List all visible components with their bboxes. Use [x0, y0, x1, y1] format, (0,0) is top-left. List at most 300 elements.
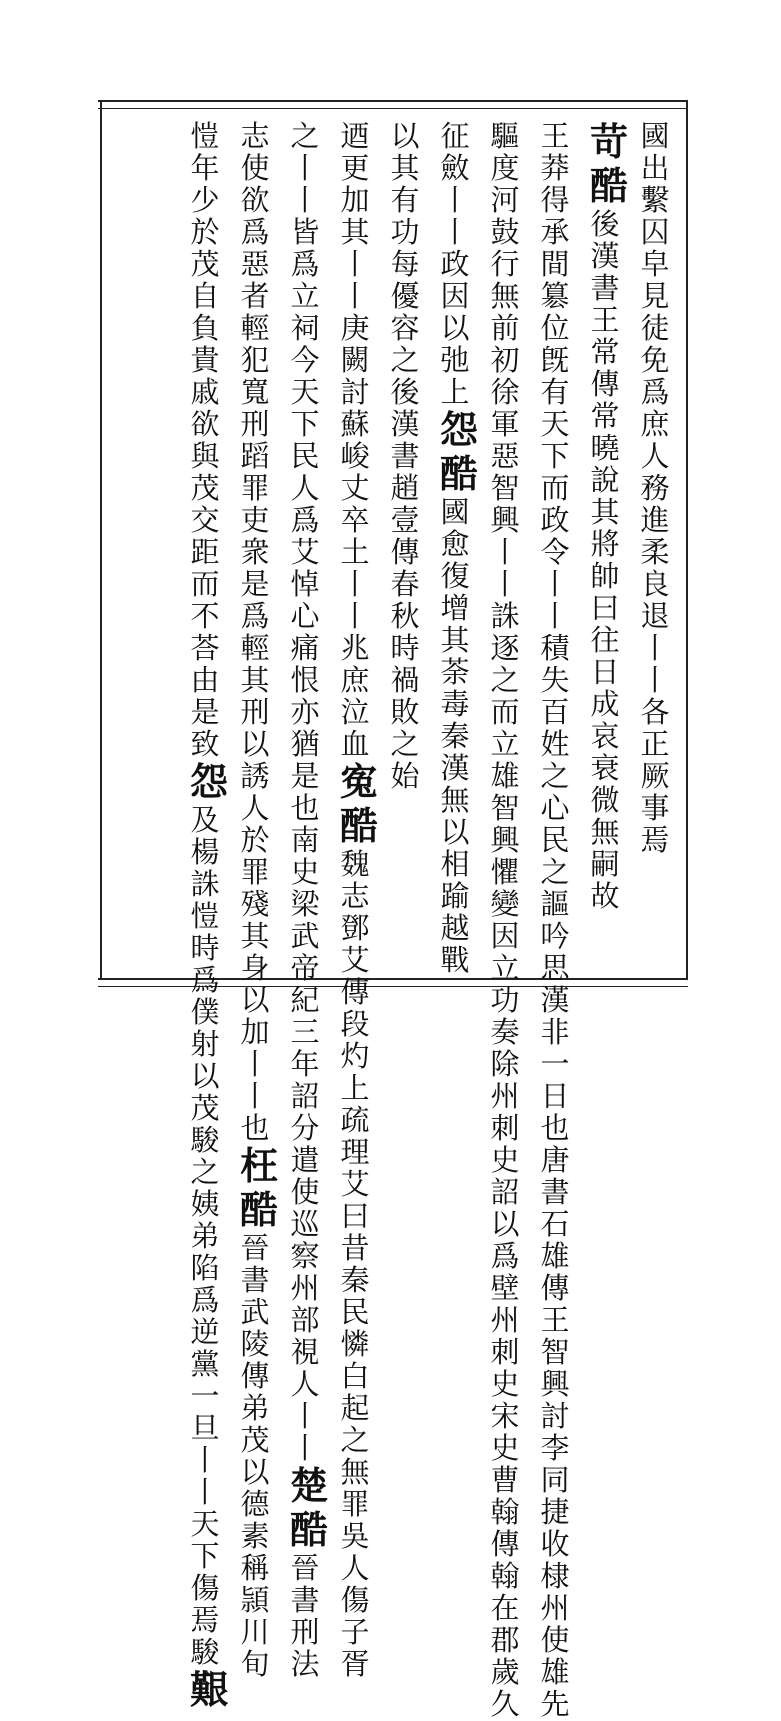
glyph: 苛 — [590, 119, 629, 164]
glyph: 焉 — [640, 823, 670, 857]
glyph: 艾 — [340, 1167, 370, 1201]
glyph: 政 — [540, 503, 570, 537]
glyph: 蘇 — [340, 407, 370, 441]
glyph: 旣 — [540, 343, 570, 377]
glyph: 歲 — [490, 1655, 520, 1689]
glyph: 南 — [290, 823, 320, 857]
glyph: 增 — [440, 591, 470, 625]
glyph: 酷 — [340, 803, 379, 848]
glyph: 刺 — [490, 1335, 520, 1369]
glyph: 者 — [240, 279, 270, 313]
glyph: 天 — [290, 375, 320, 409]
glyph: 荼 — [440, 655, 470, 689]
glyph: 愷 — [190, 899, 220, 933]
glyph: 更 — [340, 151, 370, 185]
glyph: 書 — [240, 1263, 270, 1297]
glyph: 逐 — [490, 631, 520, 665]
glyph: 怨 — [440, 407, 479, 452]
glyph: 度 — [490, 151, 520, 185]
glyph: 闕 — [340, 343, 370, 377]
glyph: 曹 — [490, 1463, 520, 1497]
glyph: 今 — [290, 343, 320, 377]
glyph: 趙 — [390, 471, 420, 505]
glyph: 丨 — [290, 183, 320, 217]
glyph: 書 — [290, 1583, 320, 1617]
glyph: 是 — [240, 567, 270, 601]
glyph: 交 — [190, 503, 220, 537]
glyph: 稱 — [240, 1551, 270, 1585]
glyph: 久 — [490, 1687, 520, 1721]
glyph: 皆 — [290, 215, 320, 249]
glyph: 段 — [340, 1007, 370, 1041]
glyph: 史 — [490, 1367, 520, 1401]
glyph: 春 — [390, 567, 420, 601]
glyph: 三 — [290, 1015, 320, 1049]
glyph: 寬 — [240, 375, 270, 409]
glyph: 爲 — [190, 963, 220, 997]
glyph: 政 — [440, 247, 470, 281]
glyph: 祠 — [290, 311, 320, 345]
text-column — [240, 119, 279, 1681]
glyph: 僕 — [190, 995, 220, 1029]
glyph: 分 — [290, 1111, 320, 1145]
glyph: 軍 — [490, 407, 520, 441]
glyph: 傳 — [540, 1271, 570, 1305]
glyph: 微 — [590, 783, 620, 817]
glyph: 正 — [640, 727, 670, 761]
glyph: 其 — [390, 151, 420, 185]
glyph: 旬 — [240, 1647, 270, 1681]
glyph: 射 — [190, 1027, 220, 1061]
glyph: 上 — [340, 1071, 370, 1105]
glyph: 常 — [590, 399, 620, 433]
glyph: 兆 — [340, 631, 370, 665]
glyph: 犯 — [240, 343, 270, 377]
top-rule-inner — [98, 108, 688, 109]
glyph: 酷 — [440, 451, 479, 496]
glyph: 以 — [440, 311, 470, 345]
glyph: 罪 — [340, 1487, 370, 1521]
glyph: 書 — [590, 271, 620, 305]
glyph: 遣 — [290, 1143, 320, 1177]
glyph: 戚 — [190, 375, 220, 409]
glyph: 以 — [240, 983, 270, 1017]
glyph: 李 — [540, 1431, 570, 1465]
glyph: 驅 — [490, 119, 520, 153]
glyph: 行 — [490, 247, 520, 281]
glyph: 與 — [190, 439, 220, 473]
glyph: 使 — [540, 1623, 570, 1657]
glyph: 奏 — [490, 1015, 520, 1049]
text-column — [190, 119, 229, 1712]
glyph: 州 — [490, 1079, 520, 1113]
glyph: 書 — [540, 1175, 570, 1209]
glyph: 在 — [490, 1591, 520, 1625]
glyph: 詔 — [290, 1079, 320, 1113]
glyph: 少 — [190, 183, 220, 217]
glyph: 積 — [540, 631, 570, 665]
glyph: 容 — [390, 311, 420, 345]
glyph: 猶 — [290, 727, 320, 761]
glyph: 艾 — [290, 535, 320, 569]
glyph: 自 — [190, 279, 220, 313]
glyph: 務 — [640, 471, 670, 505]
glyph: 始 — [390, 759, 420, 793]
glyph: 庶 — [340, 663, 370, 697]
glyph: 雄 — [540, 1655, 570, 1689]
glyph: 人 — [290, 471, 320, 505]
glyph: 茂 — [190, 247, 220, 281]
glyph: 越 — [440, 911, 470, 945]
glyph: 而 — [540, 471, 570, 505]
glyph: 是 — [290, 759, 320, 793]
glyph: 爲 — [490, 1239, 520, 1273]
text-column — [440, 119, 479, 980]
glyph: 巡 — [290, 1207, 320, 1241]
glyph: 視 — [290, 1335, 320, 1369]
glyph: 徒 — [640, 311, 670, 345]
glyph: 負 — [190, 311, 220, 345]
glyph: 莽 — [540, 151, 570, 185]
glyph: 謳 — [540, 887, 570, 921]
glyph: 之 — [390, 727, 420, 761]
glyph: 艾 — [340, 943, 370, 977]
glyph: 漢 — [590, 239, 620, 273]
glyph: 丈 — [340, 471, 370, 505]
glyph: 收 — [540, 1527, 570, 1561]
glyph: 戰 — [440, 943, 470, 977]
glyph: 復 — [440, 559, 470, 593]
glyph: 無 — [490, 279, 520, 313]
glyph: 踰 — [440, 879, 470, 913]
glyph: 郡 — [490, 1623, 520, 1657]
glyph: 初 — [490, 343, 520, 377]
glyph: 思 — [540, 951, 570, 985]
glyph: 艱 — [190, 1667, 229, 1712]
glyph: 間 — [540, 247, 570, 281]
glyph: 酷 — [240, 1187, 279, 1232]
glyph: 旦 — [190, 1411, 220, 1445]
glyph: 誅 — [490, 599, 520, 633]
glyph: 棣 — [540, 1559, 570, 1593]
glyph: 使 — [240, 151, 270, 185]
glyph: 丨 — [440, 215, 470, 249]
glyph: 國 — [640, 119, 670, 153]
glyph: 帥 — [590, 559, 620, 593]
glyph: 將 — [590, 527, 620, 561]
glyph: 川 — [240, 1615, 270, 1649]
glyph: 怨 — [190, 759, 229, 804]
glyph: 加 — [240, 1015, 270, 1049]
glyph: 徐 — [490, 375, 520, 409]
glyph: 漢 — [390, 407, 420, 441]
glyph: 承 — [540, 215, 570, 249]
glyph: 庶 — [640, 407, 670, 441]
glyph: 非 — [540, 1015, 570, 1049]
glyph: 以 — [490, 1207, 520, 1241]
glyph: 黨 — [190, 1347, 220, 1381]
glyph: 雄 — [490, 759, 520, 793]
glyph: 變 — [490, 887, 520, 921]
glyph: 曰 — [590, 591, 620, 625]
glyph: 位 — [540, 311, 570, 345]
glyph: 王 — [540, 1303, 570, 1337]
glyph: 一 — [540, 1047, 570, 1081]
glyph: 興 — [490, 823, 520, 857]
glyph: 傳 — [340, 975, 370, 1009]
glyph: 爲 — [640, 375, 670, 409]
glyph: 梁 — [290, 887, 320, 921]
glyph: 丨 — [240, 1047, 270, 1081]
glyph: 討 — [540, 1399, 570, 1433]
glyph: 誅 — [190, 867, 220, 901]
glyph: 衰 — [590, 751, 620, 785]
glyph: 陷 — [190, 1251, 220, 1285]
glyph: 其 — [590, 495, 620, 529]
glyph: 加 — [340, 183, 370, 217]
glyph: 簒 — [540, 279, 570, 313]
glyph: 皁 — [640, 247, 670, 281]
glyph: 敗 — [390, 695, 420, 729]
glyph: 致 — [190, 727, 220, 761]
glyph: 立 — [490, 727, 520, 761]
glyph: 卒 — [340, 503, 370, 537]
glyph: 捷 — [540, 1495, 570, 1529]
glyph: 哀 — [590, 719, 620, 753]
glyph: 令 — [540, 535, 570, 569]
glyph: 見 — [640, 279, 670, 313]
glyph: 而 — [190, 567, 220, 601]
glyph: 有 — [390, 183, 420, 217]
glyph: 厥 — [640, 759, 670, 793]
glyph: 常 — [590, 335, 620, 369]
glyph: 丨 — [290, 1399, 320, 1433]
glyph: 爲 — [240, 215, 270, 249]
glyph: 宋 — [490, 1399, 520, 1433]
glyph: 姨 — [190, 1187, 220, 1221]
glyph: 焉 — [190, 1603, 220, 1637]
glyph: 壁 — [490, 1271, 520, 1305]
glyph: 於 — [240, 823, 270, 857]
glyph: 愈 — [440, 527, 470, 561]
glyph: 之 — [190, 1155, 220, 1189]
glyph: 茂 — [190, 471, 220, 505]
glyph: 曰 — [340, 1199, 370, 1233]
glyph: 出 — [640, 151, 670, 185]
glyph: 丨 — [290, 1431, 320, 1465]
glyph: 以 — [240, 727, 270, 761]
glyph: 史 — [490, 1143, 520, 1177]
glyph: 由 — [190, 663, 220, 697]
glyph: 有 — [540, 375, 570, 409]
glyph: 爲 — [240, 599, 270, 633]
glyph: 丨 — [490, 567, 520, 601]
glyph: 之 — [490, 663, 520, 697]
glyph: 悼 — [290, 567, 320, 601]
glyph: 距 — [190, 535, 220, 569]
glyph: 爲 — [190, 1283, 220, 1317]
glyph: 峻 — [340, 439, 370, 473]
glyph: 秦 — [440, 719, 470, 753]
glyph: 往 — [590, 623, 620, 657]
glyph: 傷 — [190, 1571, 220, 1605]
glyph: 刺 — [490, 1111, 520, 1145]
glyph: 昔 — [340, 1231, 370, 1265]
glyph: 刑 — [290, 1615, 320, 1649]
glyph: 傷 — [340, 1583, 370, 1617]
glyph: 興 — [540, 1367, 570, 1401]
glyph: 丨 — [640, 631, 670, 665]
glyph: 百 — [540, 695, 570, 729]
glyph: 功 — [390, 215, 420, 249]
glyph: 立 — [490, 951, 520, 985]
glyph: 立 — [290, 279, 320, 313]
glyph: 史 — [290, 855, 320, 889]
glyph: 刑 — [240, 407, 270, 441]
text-column — [590, 119, 629, 980]
glyph: 紀 — [290, 983, 320, 1017]
glyph: 酷 — [590, 163, 629, 208]
right-border — [686, 100, 688, 980]
glyph: 爲 — [290, 247, 320, 281]
glyph: 白 — [340, 1359, 370, 1393]
glyph: 傳 — [590, 367, 620, 401]
glyph: 於 — [190, 215, 220, 249]
glyph: 下 — [290, 407, 320, 441]
glyph: 是 — [190, 695, 220, 729]
glyph: 智 — [490, 471, 520, 505]
glyph: 身 — [240, 951, 270, 985]
glyph: 懼 — [490, 855, 520, 889]
glyph: 免 — [640, 343, 670, 377]
glyph: 志 — [240, 119, 270, 153]
glyph: 丨 — [490, 535, 520, 569]
glyph: 也 — [290, 791, 320, 825]
glyph: 丨 — [240, 1079, 270, 1113]
glyph: 魏 — [340, 847, 370, 881]
glyph: 迺 — [340, 119, 370, 153]
glyph: 土 — [340, 535, 370, 569]
glyph: 而 — [490, 695, 520, 729]
glyph: 茂 — [240, 1423, 270, 1457]
glyph: 智 — [540, 1335, 570, 1369]
glyph: 子 — [340, 1615, 370, 1649]
glyph: 石 — [540, 1207, 570, 1241]
glyph: 丨 — [340, 247, 370, 281]
glyph: 吳 — [340, 1519, 370, 1553]
glyph: 理 — [340, 1135, 370, 1169]
glyph: 無 — [340, 1455, 370, 1489]
glyph: 丨 — [440, 183, 470, 217]
glyph: 之 — [340, 1423, 370, 1457]
glyph: 刑 — [240, 695, 270, 729]
glyph: 毒 — [440, 687, 470, 721]
glyph: 退 — [640, 599, 670, 633]
glyph: 其 — [240, 663, 270, 697]
glyph: 優 — [390, 279, 420, 313]
glyph: 河 — [490, 183, 520, 217]
glyph: 之 — [540, 855, 570, 889]
glyph: 人 — [340, 1551, 370, 1585]
glyph: 晉 — [290, 1551, 320, 1585]
glyph: 其 — [440, 623, 470, 657]
glyph: 無 — [440, 783, 470, 817]
glyph: 酷 — [290, 1507, 329, 1552]
glyph: 惡 — [240, 247, 270, 281]
glyph: 下 — [540, 439, 570, 473]
glyph: 駿 — [190, 1123, 220, 1157]
glyph: 亦 — [290, 695, 320, 729]
glyph: 壹 — [390, 503, 420, 537]
glyph: 進 — [640, 503, 670, 537]
glyph: 楚 — [290, 1463, 329, 1508]
glyph: 漢 — [540, 983, 570, 1017]
glyph: 時 — [390, 631, 420, 665]
glyph: 上 — [440, 375, 470, 409]
glyph: 痛 — [290, 631, 320, 665]
glyph: 寃 — [340, 759, 379, 804]
glyph: 州 — [540, 1591, 570, 1625]
glyph: 泣 — [340, 695, 370, 729]
glyph: 後 — [390, 375, 420, 409]
glyph: 曉 — [590, 431, 620, 465]
glyph: 因 — [490, 919, 520, 953]
glyph: 天 — [540, 407, 570, 441]
glyph: 丨 — [190, 1443, 220, 1477]
glyph: 其 — [340, 215, 370, 249]
glyph: 後 — [590, 207, 620, 241]
glyph: 除 — [490, 1047, 520, 1081]
glyph: 傳 — [240, 1359, 270, 1393]
glyph: 衆 — [240, 535, 270, 569]
glyph: 同 — [540, 1463, 570, 1497]
text-column — [290, 119, 329, 1681]
glyph: 囚 — [640, 215, 670, 249]
glyph: 爲 — [290, 503, 320, 537]
glyph: 罪 — [240, 471, 270, 505]
glyph: 雄 — [540, 1239, 570, 1273]
glyph: 詔 — [490, 1175, 520, 1209]
glyph: 之 — [290, 119, 320, 153]
glyph: 人 — [240, 791, 270, 825]
glyph: 弛 — [440, 343, 470, 377]
glyph: 國 — [440, 495, 470, 529]
glyph: 罪 — [240, 855, 270, 889]
glyph: 以 — [440, 815, 470, 849]
glyph: 恨 — [290, 663, 320, 697]
glyph: 蹈 — [240, 439, 270, 473]
text-column — [490, 119, 520, 1721]
glyph: 之 — [390, 343, 420, 377]
glyph: 傳 — [490, 1527, 520, 1561]
glyph: 州 — [290, 1271, 320, 1305]
glyph: 志 — [340, 879, 370, 913]
glyph: 故 — [590, 879, 620, 913]
glyph: 頴 — [240, 1583, 270, 1617]
glyph: 帝 — [290, 951, 320, 985]
glyph: 翰 — [490, 1495, 520, 1529]
glyph: 繫 — [640, 183, 670, 217]
glyph: 吟 — [540, 919, 570, 953]
glyph: 輕 — [240, 311, 270, 345]
glyph: 前 — [490, 311, 520, 345]
glyph: 丨 — [540, 599, 570, 633]
glyph: 血 — [340, 727, 370, 761]
glyph: 時 — [190, 931, 220, 965]
text-column — [640, 120, 670, 980]
glyph: 州 — [490, 1303, 520, 1337]
glyph: 失 — [540, 663, 570, 697]
